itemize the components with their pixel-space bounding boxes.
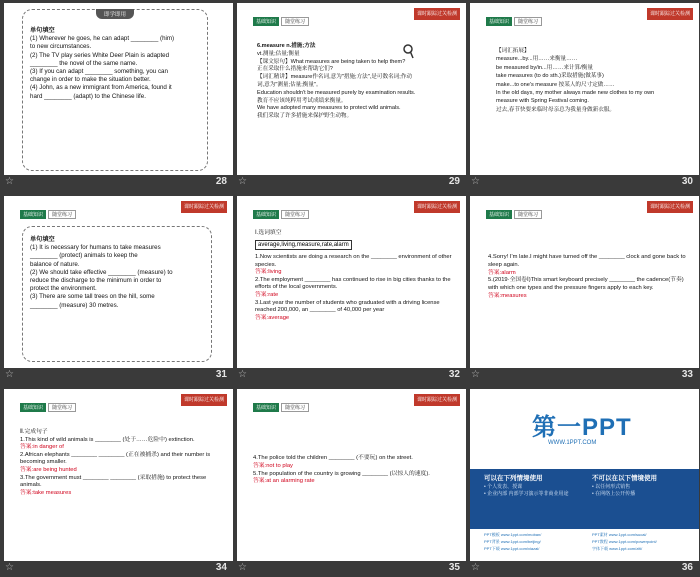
text-line: (3) There are some tall trees on the hill, some <box>30 293 155 301</box>
allowed-line: • 个人发表、授课 <box>484 484 523 490</box>
text-line: (1) It is necessary for humans to take measures <box>30 244 161 252</box>
thumb-strip <box>468 176 699 190</box>
question: 5.(2019·全国卷Ⅰ)This smart keyboard precisely ________ the cadence(节奏) with which one types and the pressure fingers apply to each key. <box>488 277 684 292</box>
slide-thumb-33[interactable] <box>468 193 699 384</box>
star-icon[interactable]: ☆ <box>5 176 14 187</box>
text-line: 【词汇拓展】 <box>496 48 530 54</box>
brand-site: WWW.1PPT.COM <box>548 440 597 446</box>
slide-number: 32 <box>448 369 460 380</box>
section-tabs <box>253 403 309 413</box>
text-line: 正在采取什么措施来帮助它们? <box>257 66 333 73</box>
course-badge: 课时跟踪过关检测 <box>647 201 693 213</box>
slide-canvas <box>237 196 466 368</box>
text-line: (3) If you can adapt ________ something, you can <box>30 68 168 76</box>
star-icon[interactable]: ☆ <box>5 369 14 380</box>
tab-basic: 基础知识 <box>486 17 512 26</box>
text-line: reduce the discharge to the minimum in order to <box>30 277 162 285</box>
text-line: ________ (protect) animals to keep the <box>30 252 138 260</box>
text-line: 过去,春节快要来临时母亲总为我量身做新衣服。 <box>496 106 616 113</box>
answer: 答案:average <box>255 314 290 321</box>
slide-number: 35 <box>448 562 460 573</box>
slide-text <box>496 47 696 114</box>
allowed-line: • 企业内部 内部学习演示等非商业用途 <box>484 491 569 497</box>
answer: 答案:alarm <box>488 269 516 276</box>
text-line: 词,意为"测量;估量;衡量"。 <box>257 81 322 88</box>
link-item[interactable]: PPT素材 www.1ppt.com/sucai/ <box>592 532 647 537</box>
slide-text <box>255 230 460 238</box>
link-item[interactable]: 字体下载 www.1ppt.com/ziti/ <box>592 546 643 551</box>
course-badge: 课时跟踪过关检测 <box>647 8 693 20</box>
text-line: Education shouldn't be measured purely by examination results. <box>257 89 416 96</box>
section-tabs <box>253 17 309 27</box>
box-heading: 即学即用 <box>96 9 134 19</box>
slide-thumb-29[interactable] <box>235 0 466 191</box>
allowed-title: 可以在下列情境使用 <box>484 475 543 482</box>
slide-number: 31 <box>215 369 227 380</box>
text-line: We have adopted many measures to protect wild animals. <box>257 105 401 112</box>
answer: 答案:not to play <box>253 462 293 469</box>
text-line: measure...by...用……来衡量…… <box>496 56 578 63</box>
text-line: hard ________ (adapt) to the Chinese life. <box>30 92 146 100</box>
question-list <box>255 254 460 322</box>
text-line: vt.测量;估量;衡量 <box>257 50 300 57</box>
slide-thumb-36[interactable] <box>468 386 699 577</box>
exercise-title: 单句填空 <box>30 27 55 34</box>
text-line: to new circumstances. <box>30 43 92 51</box>
answer: 答案:at an alarming rate <box>253 478 315 485</box>
slide-canvas <box>470 389 699 561</box>
text-line: take measures (to do sth.)采取措施(做某事) <box>496 73 604 80</box>
tab-practice: 随堂练习 <box>514 210 542 219</box>
slide-number: 36 <box>681 562 693 573</box>
slide-canvas <box>4 196 233 368</box>
question-list <box>488 254 693 301</box>
forbidden-line: • 在网络上公开传播 <box>592 491 636 497</box>
forbidden-line: • 以任何形式销售 <box>592 484 631 490</box>
star-icon[interactable]: ☆ <box>238 562 247 573</box>
slide-number: 29 <box>448 176 460 187</box>
question: 2.The employment ________ has continued to rise in big cities thanks to the efforts of the local governments. <box>255 276 451 291</box>
text-line: change in order to make the situation better. <box>30 76 151 84</box>
thumb-strip <box>235 176 466 190</box>
logo-area <box>470 389 699 469</box>
word-bank: average,living,measure,rate,alarm <box>255 240 352 250</box>
text-line: protect the environment. <box>30 285 97 293</box>
slide-thumb-28[interactable] <box>2 0 233 191</box>
question: 2.African elephants ________ ________ (正在被捕杀) and their number is becoming smaller. <box>20 451 211 466</box>
tab-basic: 基础知识 <box>253 17 279 26</box>
slide-thumb-32[interactable] <box>235 193 466 384</box>
exercise-title: 单句填空 <box>30 236 55 243</box>
section-tabs <box>20 210 76 220</box>
text-line: measure with Spring Festival coming. <box>496 98 589 105</box>
thumb-strip <box>468 369 699 383</box>
usage-panel <box>470 469 699 529</box>
text-line: (4) John, as a new immigrant from America, found it <box>30 84 172 92</box>
tab-practice: 随堂练习 <box>281 403 309 412</box>
answer: 答案:rate <box>255 291 279 298</box>
section-tabs <box>486 210 542 220</box>
slide-text <box>257 43 462 121</box>
tab-practice: 随堂练习 <box>514 17 542 26</box>
course-badge: 课时跟踪过关检测 <box>181 201 227 213</box>
text-line: In the old days, my mother always made new clothes to my own <box>496 90 655 97</box>
question-list <box>20 429 225 497</box>
text-line: 【词汇精讲】measure作名词,意为"措施;方法",是可数名词;作动 <box>257 74 413 81</box>
slide-number: 28 <box>215 176 227 187</box>
text-line: ________ (measure) 30 metres. <box>30 301 119 309</box>
question-list <box>253 455 458 486</box>
thumb-strip <box>2 176 233 190</box>
text-line: make...to one's measure 按某人的尺寸定做…… <box>496 81 615 88</box>
question: 3.The government must ________ ________ (采取措施) to protect these animals. <box>20 474 207 489</box>
answer: 答案:are being hunted <box>20 466 77 473</box>
link-item[interactable]: PPT教程 www.1ppt.com/powerpoint/ <box>592 539 657 544</box>
text-line: 【课文原句】What measures are being taken to help them? <box>257 58 406 65</box>
tab-practice: 随堂练习 <box>281 17 309 26</box>
section-heading: Ⅰ.选词填空 <box>255 230 282 236</box>
answer: 答案:in danger of <box>20 444 64 451</box>
tab-practice: 随堂练习 <box>281 210 309 219</box>
slide-text <box>30 236 208 310</box>
text-line: be measured by/in...用……来计算/衡量 <box>496 64 593 71</box>
section-tabs <box>486 17 542 27</box>
thumb-strip <box>468 562 699 576</box>
link-item[interactable]: PPT背景 www.1ppt.com/beijing/ <box>484 539 541 544</box>
tab-basic: 基础知识 <box>253 403 279 412</box>
text-line: 6.measure n.措施;方法 <box>257 43 316 49</box>
question: 5.The population of the country is growing ________ (以惊人的速度). <box>253 470 430 477</box>
question: 4.Sorry! I'm late.I might have turned off the ________ clock and gone back to sleep again. <box>488 254 686 268</box>
tab-basic: 基础知识 <box>253 210 279 219</box>
star-icon[interactable]: ☆ <box>471 369 480 380</box>
slide-canvas <box>237 389 466 561</box>
forbidden-title: 不可以在以下情境使用 <box>592 475 657 482</box>
slide-canvas <box>237 3 466 175</box>
slide-text <box>30 27 205 101</box>
star-icon[interactable]: ☆ <box>471 176 480 187</box>
star-icon[interactable]: ☆ <box>238 176 247 187</box>
text-line: (2) We should take effective ________ (measure) to <box>30 268 173 276</box>
brand-logo: 第一PPT <box>532 414 632 441</box>
tab-basic: 基础知识 <box>20 403 46 412</box>
text-line: (1) Wherever he goes, he can adapt ________ (him) <box>30 35 175 43</box>
slide-thumb-35[interactable] <box>235 386 466 577</box>
slide-thumb-34[interactable] <box>2 386 233 577</box>
question: 1.Now scientists are doing a research on the ________ environment of other species. <box>255 254 452 268</box>
text-line: 教育不应该纯粹用考试成绩来衡量。 <box>257 97 347 104</box>
tab-practice: 随堂练习 <box>48 210 76 219</box>
star-icon[interactable]: ☆ <box>238 369 247 380</box>
tab-basic: 基础知识 <box>20 210 46 219</box>
text-line: balance of nature. <box>30 260 80 268</box>
section-tabs <box>253 210 309 220</box>
course-badge: 课时跟踪过关检测 <box>414 394 460 406</box>
slide-canvas <box>4 3 233 175</box>
thumb-strip <box>2 562 233 576</box>
link-item[interactable]: PPT下载 www.1ppt.com/xiazai/ <box>484 546 540 551</box>
answer: 答案:measures <box>488 292 527 299</box>
link-list <box>470 529 699 561</box>
slide-number: 33 <box>681 369 693 380</box>
tab-basic: 基础知识 <box>486 210 512 219</box>
thumb-strip <box>2 369 233 383</box>
star-icon[interactable]: ☆ <box>5 562 14 573</box>
text-line: ________ the novel of the same name. <box>30 59 138 67</box>
slide-number: 30 <box>681 176 693 187</box>
text-line: 我们采取了许多措施来保护野生动物。 <box>257 113 353 120</box>
course-badge: 课时跟踪过关检测 <box>414 201 460 213</box>
answer: 答案:take measures <box>20 489 72 496</box>
question: 4.The police told the children ________ (不要玩) on the street. <box>253 455 413 461</box>
text-line: (2) The TV play series White Deer Plain is adapted <box>30 51 170 59</box>
star-icon[interactable]: ☆ <box>471 562 480 573</box>
section-tabs <box>20 403 76 413</box>
slide-canvas <box>470 3 699 175</box>
tab-practice: 随堂练习 <box>48 403 76 412</box>
slide-thumb-30[interactable] <box>468 0 699 191</box>
question: 3.Last year the number of students who graduated with a driving license reached 200,000, an ________ of 40,000 per year <box>255 299 440 314</box>
slide-canvas <box>4 389 233 561</box>
course-badge: 课时跟踪过关检测 <box>414 8 460 20</box>
slide-canvas <box>470 196 699 368</box>
answer: 答案:living <box>255 269 282 276</box>
slide-number: 34 <box>215 562 227 573</box>
question: 1.This kind of wild animals is ________ (处于……危险中) extinction. <box>20 436 195 443</box>
thumb-strip <box>235 562 466 576</box>
slide-thumb-31[interactable] <box>2 193 233 384</box>
link-item[interactable]: PPT模板 www.1ppt.com/moban/ <box>484 532 542 537</box>
thumb-strip <box>235 369 466 383</box>
section-heading: Ⅱ.完成句子 <box>20 429 48 435</box>
course-badge: 课时跟踪过关检测 <box>181 394 227 406</box>
